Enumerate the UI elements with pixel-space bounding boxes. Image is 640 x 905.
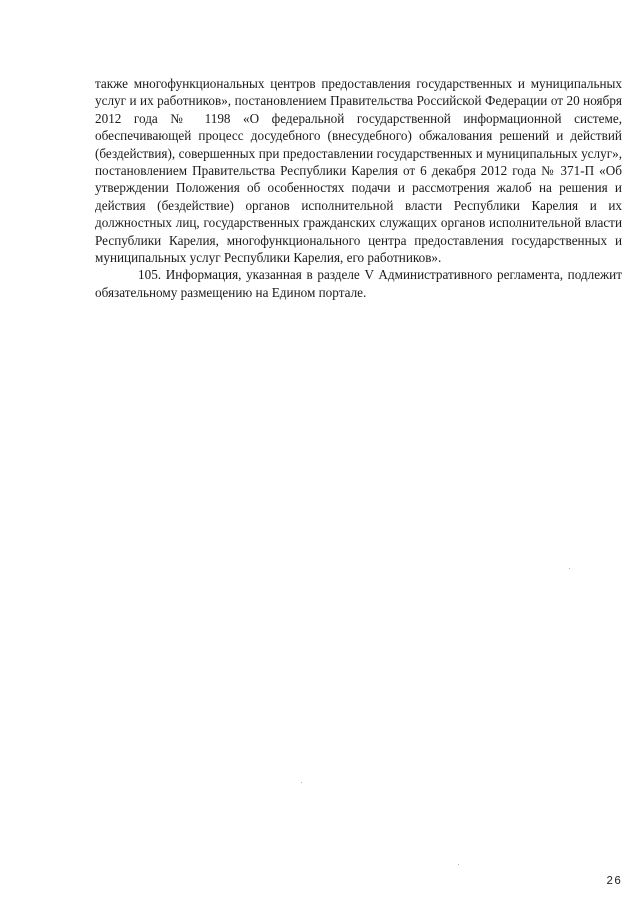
page-number: 26 <box>606 875 622 888</box>
paragraph-105: 105. Информация, указанная в разделе V Административного регламента, подлежит обязательному размещению на Едином портале. <box>95 267 622 300</box>
body-text <box>95 75 622 301</box>
scan-speck <box>569 568 570 569</box>
paragraph-continuation: также многофункциональных центров предоставления государственных и муниципальных услуг и их работников», постановлением Правительства Российской Федерации от 20 ноября 2012 года № 1198 «О федеральной государственной информационной системе, обеспечивающей процесс досудебного (внесудебного) обжалования решений и действий (бездействия), совершенных при предоставлении государственных и муниципальных услуг», постановлением Правительства Республики Карелия от 6 декабря 2012 года № 371-П «Об утверждении Положения об особенностях подачи и рассмотрения жалоб на решения и действия (бездействие) органов исполнительной власти Республики Карелия и их должностных лиц, государственных гражданских служащих органов исполнительной власти Республики Карелия, многофункционального центра предоставления государственных и муниципальных услуг Республики Карелия, его работников». <box>95 76 622 266</box>
scan-speck <box>458 864 459 865</box>
scan-speck <box>301 782 302 783</box>
